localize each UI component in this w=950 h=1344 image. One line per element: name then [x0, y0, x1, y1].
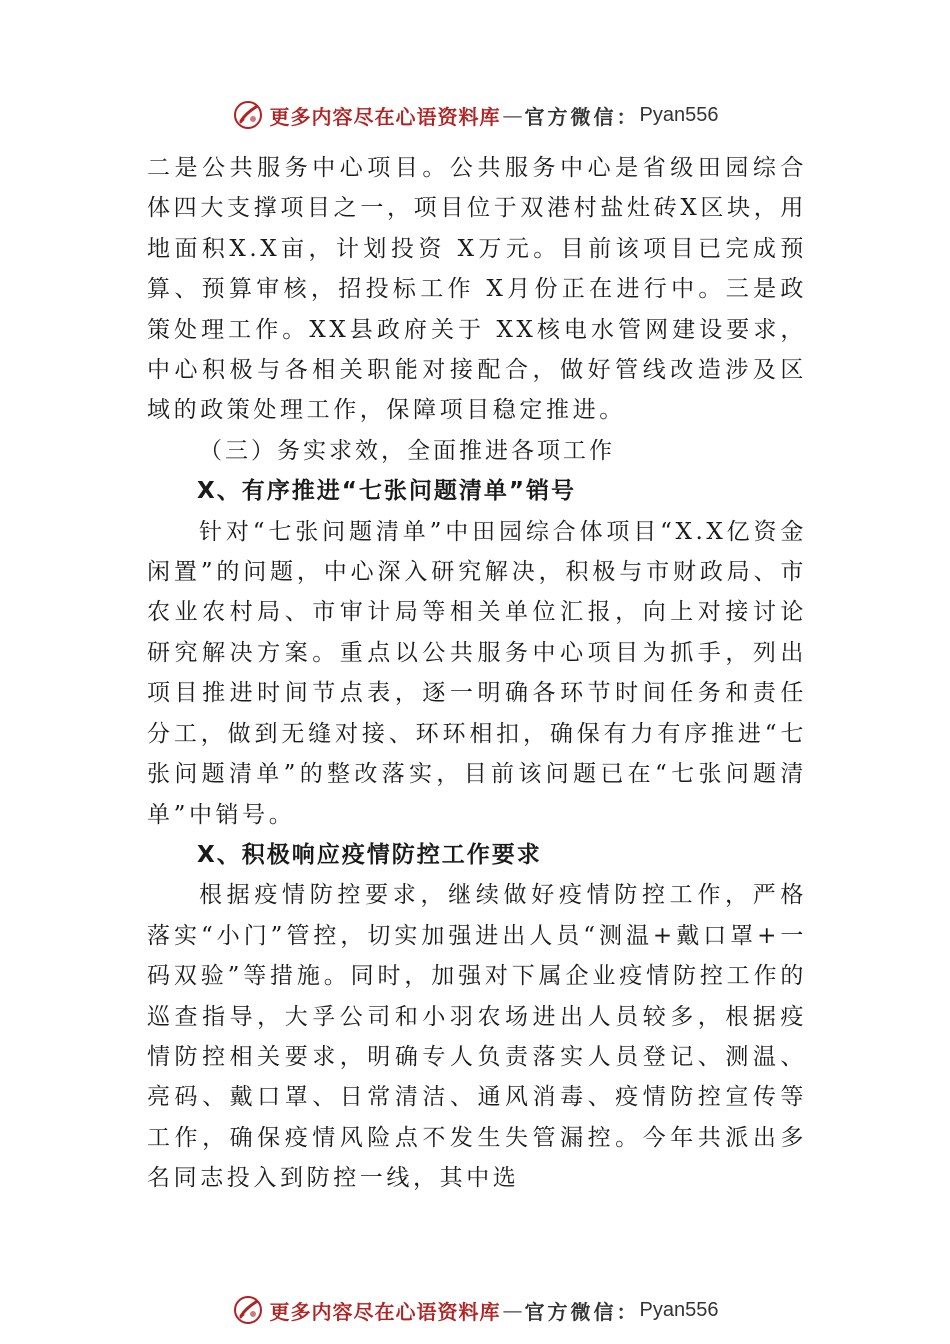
section-heading-three: （三）务实求效，全面推进各项工作 — [199, 437, 615, 464]
document-body — [147, 148, 807, 1199]
watermark-wechat-id: Pyan556 — [639, 103, 719, 126]
header-watermark — [0, 95, 950, 135]
watermark-text: 更多内容尽在心语资料库 — [269, 1299, 501, 1324]
watermark-wechat-label: 官方微信： — [524, 1299, 640, 1324]
watermark-separator: — — [502, 1298, 523, 1322]
watermark-wechat-label: 官方微信： — [524, 104, 640, 129]
watermark-wechat-id: Pyan556 — [639, 1298, 719, 1321]
brush-logo-icon — [232, 1294, 264, 1326]
watermark-text: 更多内容尽在心语资料库 — [269, 104, 501, 129]
subheading-epidemic-control: X、积极响应疫情防控工作要求 — [197, 841, 542, 868]
paragraph-problem-list: 针对“七张问题清单”中田园综合体项目“X.X亿资金闲置”的问题，中心深入研究解决，积极与市财政局、市农业农村局、市审计局等相关单位汇报，向上对接讨论研究解决方案。重点以公共服务中心项目为抓手，列出项目推进时间节点表，逐一明确各环节时间任务和责任分工，做到无缝对接、环环相扣，确保有力有序推进“七张问题清单”的整改落实，目前该问题已在“七张问题清单”中销号。 — [147, 518, 807, 828]
brush-logo-icon — [232, 99, 264, 131]
subheading-problem-list: X、有序推进“七张问题清单”销号 — [197, 478, 576, 505]
paragraph-epidemic-control: 根据疫情防控要求，继续做好疫情防控工作，严格落实“小门”管控，切实加强进出人员“测温+戴口罩+一码双验”等措施。同时，加强对下属企业疫情防控工作的巡查指导，大孚公司和小羽农场进出人员较多，根据疫情防控相关要求，明确专人负责落实人员登记、测温、亮码、戴口罩、日常清洁、通风消毒、疫情防控宣传等工作，确保疫情风险点不发生失管漏控。今年共派出多名同志投入到防控一线，其中选 — [147, 882, 807, 1192]
paragraph-public-service-center: 二是公共服务中心项目。公共服务中心是省级田园综合体四大支撑项目之一，项目位于双港村盐灶砖X区块，用地面积X.X亩，计划投资 X万元。目前该项目已完成预算、预算审核，招投标工作 X月份正在进行中。三是政策处理工作。XX县政府关于 XX核电水管网建设要求，中心积极与各相关职能对接配合，做好管线改造涉及区域的政策处理工作，保障项目稳定推进。 — [147, 155, 807, 424]
footer-watermark — [0, 1290, 950, 1330]
watermark-separator: — — [502, 103, 523, 127]
